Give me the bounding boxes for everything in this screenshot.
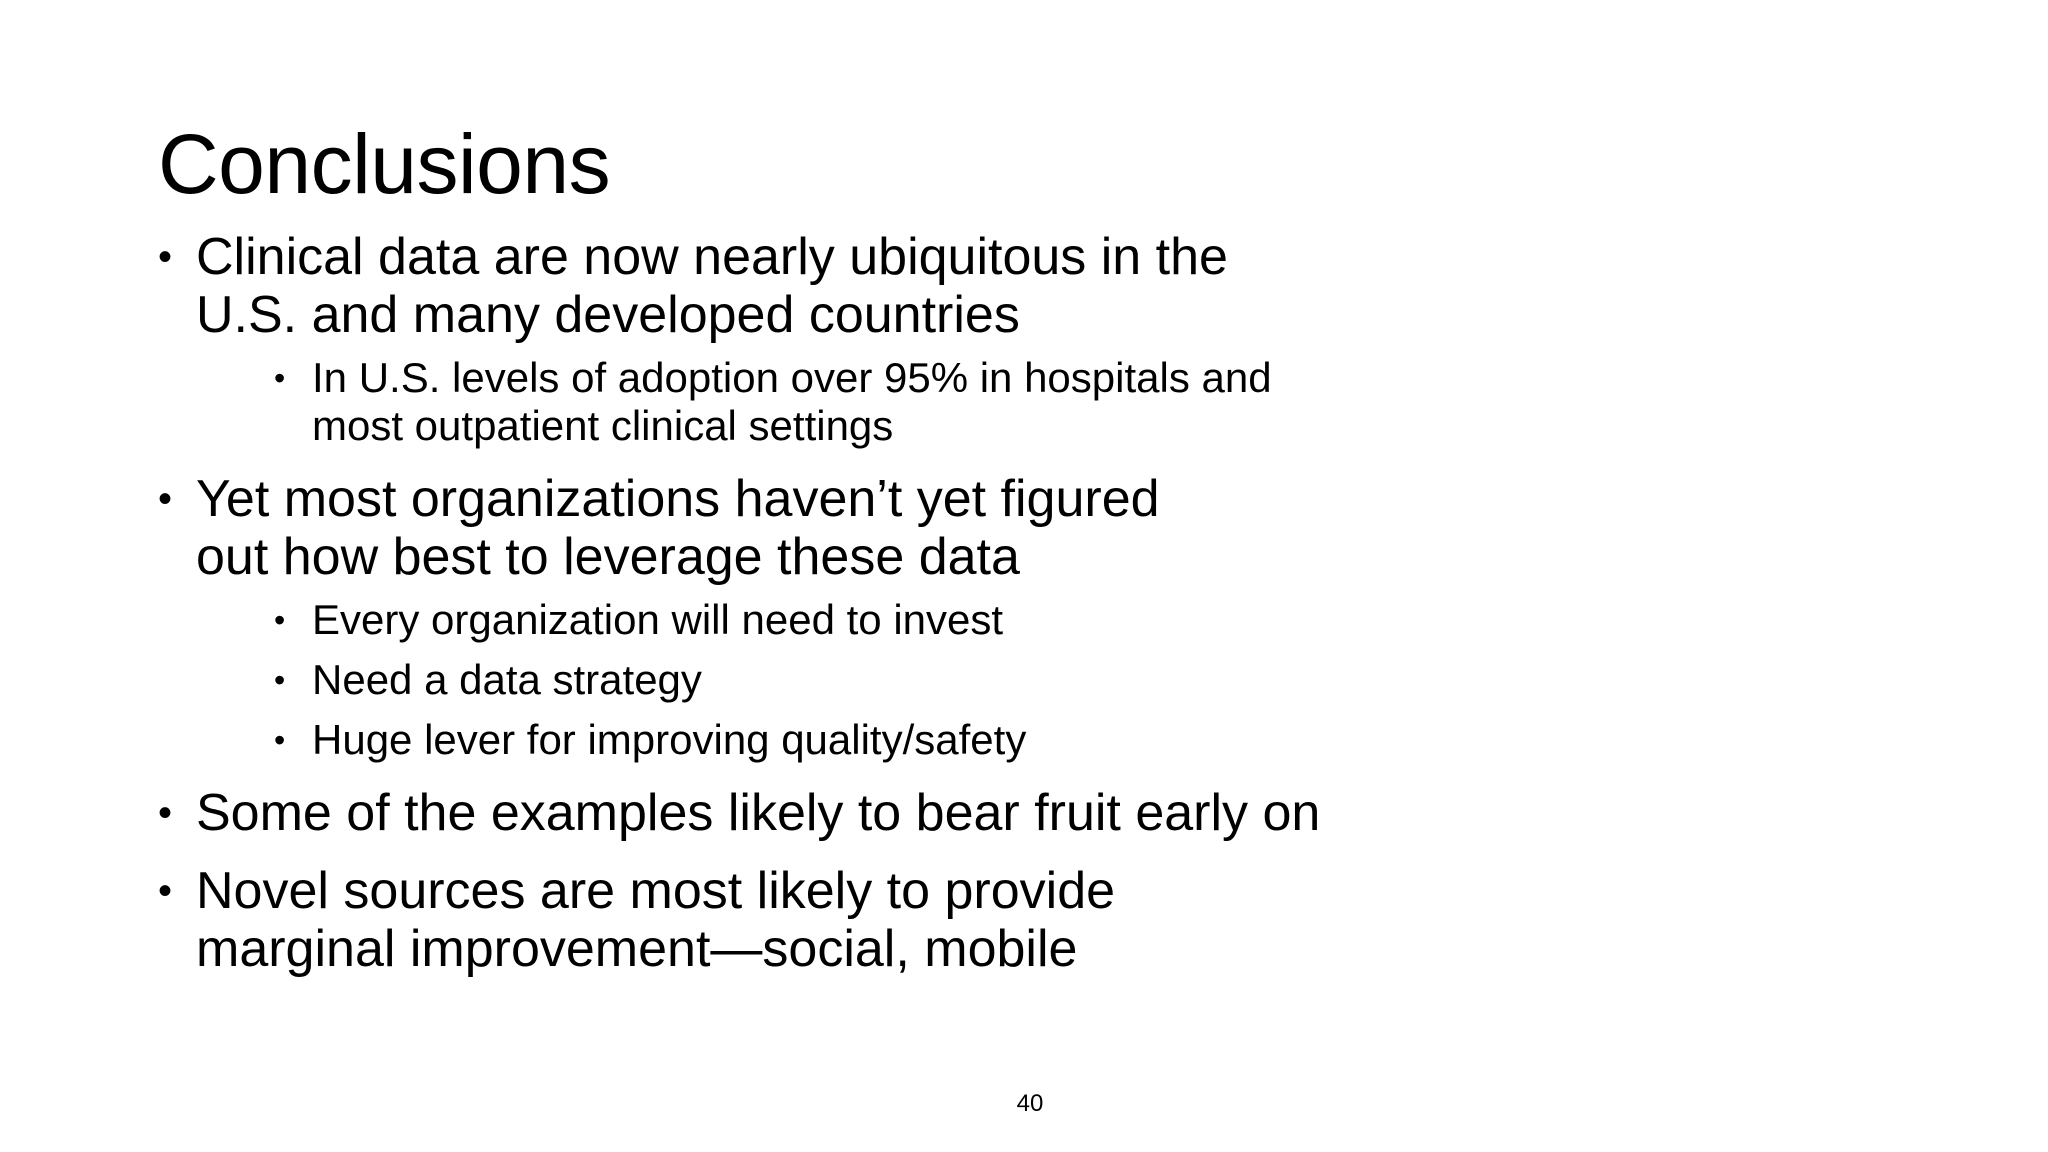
bullet-list	[158, 228, 1558, 998]
sub-bullet-text: In U.S. levels of adoption over 95% in hospitals and most outpatient clinical settings	[312, 354, 1272, 449]
sub-bullet-text: Every organization will need to invest	[312, 596, 1004, 643]
bullet-text: Yet most organizations haven’t yet figured out how best to leverage these data	[196, 470, 1160, 586]
bullet-icon: •	[158, 869, 173, 913]
bullet-text: Novel sources are most likely to provide marginal improvement—social, mobile	[196, 862, 1116, 978]
bullet-icon: •	[158, 235, 173, 279]
sub-bullet-icon: •	[274, 360, 286, 396]
bullet-item	[158, 470, 1558, 764]
sub-bullet-text: Need a data strategy	[312, 656, 702, 703]
bullet-item	[158, 862, 1558, 978]
bullet-icon: •	[158, 477, 173, 521]
sub-bullet-list	[196, 596, 1558, 764]
sub-bullet-item	[274, 596, 1558, 644]
sub-bullet-icon: •	[274, 722, 286, 758]
page-number: 40	[1016, 1090, 1044, 1117]
sub-bullet-item	[274, 716, 1558, 764]
sub-bullet-icon: •	[274, 602, 286, 638]
bullet-text: Clinical data are now nearly ubiquitous in the U.S. and many developed countries	[196, 228, 1228, 344]
sub-bullet-icon: •	[274, 662, 286, 698]
sub-bullet-item	[274, 656, 1558, 704]
bullet-item	[158, 228, 1558, 450]
sub-bullet-text: Huge lever for improving quality/safety	[312, 716, 1027, 763]
bullet-icon: •	[158, 791, 173, 835]
bullet-text: Some of the examples likely to bear fruit early on	[196, 784, 1321, 842]
sub-bullet-list	[196, 354, 1558, 450]
sub-bullet-item	[274, 354, 1558, 450]
slide-title: Conclusions	[158, 117, 611, 211]
bullet-item	[158, 784, 1558, 842]
